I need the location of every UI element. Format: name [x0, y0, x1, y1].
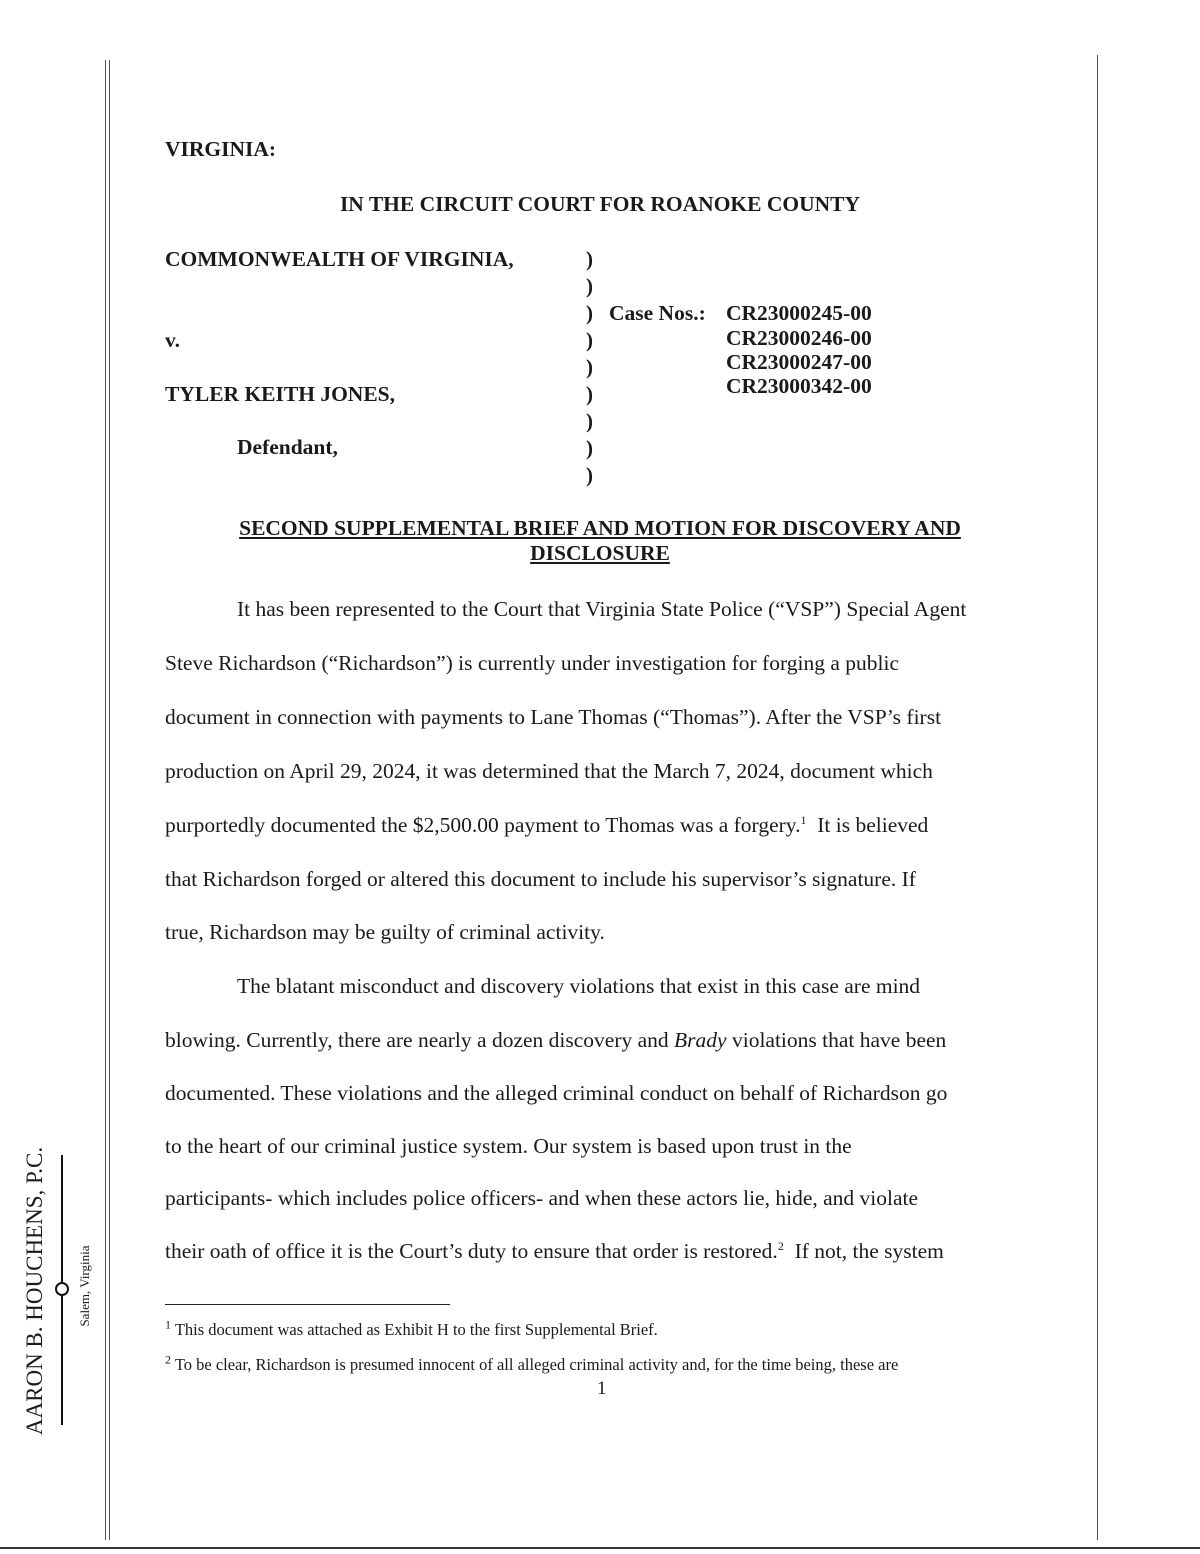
- footnote-separator: [165, 1304, 450, 1305]
- body-text: violations that have been: [726, 1028, 947, 1052]
- firm-location: Salem, Virginia: [77, 1245, 92, 1327]
- case-number: CR23000245-00: [726, 301, 872, 325]
- body-line: Steve Richardson (“Richardson”) is currently under investigation for forging a public: [165, 651, 899, 675]
- body-line: production on April 29, 2024, it was determined that the March 7, 2024, document which: [165, 759, 933, 783]
- document-title-line-2: DISCLOSURE: [530, 541, 670, 565]
- firm-ornament-circle: [55, 1282, 69, 1296]
- defendant-name: TYLER KEITH JONES,: [165, 382, 395, 406]
- body-line: documented. These violations and the alleged criminal conduct on behalf of Richardson go: [165, 1081, 948, 1105]
- footnote-mark: 2: [165, 1352, 171, 1367]
- caption-paren: ): [586, 463, 593, 487]
- caption-paren: ): [586, 328, 593, 352]
- footnote-2: [165, 1352, 899, 1375]
- case-label: Case Nos.:: [609, 301, 706, 325]
- body-line: true, Richardson may be guilty of criminal activity.: [165, 920, 605, 944]
- footnote-ref[interactable]: 2: [777, 1238, 784, 1253]
- body-line: [165, 1239, 944, 1264]
- caption-paren: ): [586, 382, 593, 406]
- body-text: their oath of office it is the Court’s duty to ensure that order is restored.: [165, 1239, 778, 1263]
- caption-paren: ): [586, 247, 593, 271]
- page-number: 1: [597, 1378, 607, 1399]
- body-line: The blatant misconduct and discovery violations that exist in this case are mind: [237, 974, 921, 998]
- body-line: It has been represented to the Court that Virginia State Police (“VSP”) Special Agent: [237, 597, 967, 621]
- body-line: to the heart of our criminal justice system. Our system is based upon trust in the: [165, 1134, 852, 1158]
- body-line: [165, 813, 928, 838]
- footnote-1: [165, 1317, 658, 1340]
- firm-sidebar: [20, 1145, 110, 1445]
- court-heading: IN THE CIRCUIT COURT FOR ROANOKE COUNTY: [339, 192, 861, 216]
- footnote-text: To be clear, Richardson is presumed innocent of all alleged criminal activity and, for the time being, these are: [174, 1355, 899, 1374]
- bottom-rule: [0, 1547, 1200, 1549]
- right-margin-rule: [1097, 55, 1098, 1540]
- caption-paren: ): [586, 274, 593, 298]
- body-line: [165, 1028, 946, 1053]
- body-line: participants- which includes police officers- and when these actors lie, hide, and violate: [165, 1186, 919, 1210]
- caption-paren: ): [586, 355, 593, 379]
- versus: v.: [165, 328, 180, 352]
- body-text: blowing. Currently, there are nearly a dozen discovery and: [165, 1028, 675, 1052]
- plaintiff: COMMONWEALTH OF VIRGINIA,: [165, 247, 514, 271]
- defendant-label: Defendant,: [237, 435, 338, 459]
- body-text: purportedly documented the $2,500.00 payment to Thomas was a forgery.: [165, 813, 801, 837]
- body-line: that Richardson forged or altered this document to include his supervisor’s signature. If: [165, 867, 916, 891]
- document-title-line-1: SECOND SUPPLEMENTAL BRIEF AND MOTION FOR DISCOVERY AND: [239, 516, 961, 540]
- caption-paren: ): [586, 436, 593, 460]
- firm-name: AARON B. HOUCHENS, P.C.: [22, 1146, 47, 1436]
- body-text: It is believed: [817, 813, 929, 837]
- case-citation: Brady: [674, 1028, 727, 1052]
- footnote-ref[interactable]: 1: [800, 812, 807, 827]
- body-line: document in connection with payments to Lane Thomas (“Thomas”). After the VSP’s first: [165, 705, 942, 729]
- state-heading: VIRGINIA:: [165, 137, 277, 161]
- footnote-mark: 1: [165, 1317, 171, 1332]
- case-number: CR23000246-00: [726, 326, 872, 350]
- body-text: If not, the system: [794, 1239, 944, 1263]
- case-number: CR23000247-00: [726, 350, 872, 374]
- footnote-text: This document was attached as Exhibit H to the first Supplemental Brief.: [174, 1320, 658, 1339]
- caption-paren: ): [586, 409, 593, 433]
- caption-paren: ): [586, 301, 593, 325]
- case-number: CR23000342-00: [726, 374, 872, 398]
